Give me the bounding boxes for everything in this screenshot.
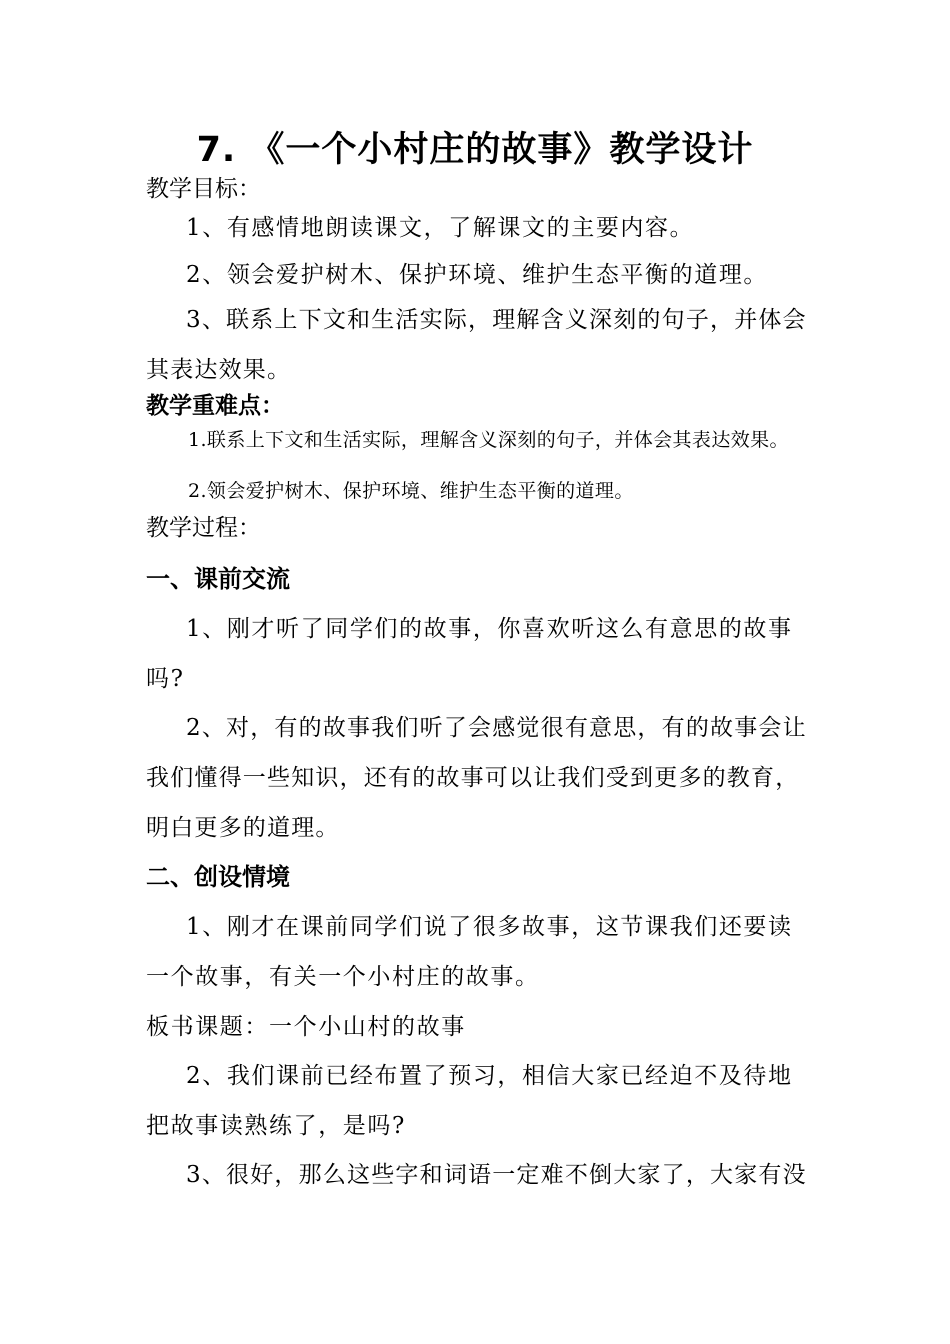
section-paragraph: 3、很好，那么这些字和词语一定难不倒大家了，大家有没 bbox=[186, 1162, 807, 1188]
key-points-heading: 教学重难点： bbox=[146, 393, 284, 419]
section-heading-scenario: 二、创设情境 bbox=[146, 863, 290, 891]
objectives-heading: 教学目标： bbox=[146, 176, 261, 202]
section-paragraph: 2、我们课前已经布置了预习，相信大家已经迫不及待地把故事读熟练了，是吗? bbox=[146, 1063, 793, 1139]
objective-item: 2、领会爱护树木、保护环境、维护生态平衡的道理。 bbox=[186, 262, 769, 288]
section-paragraph: 1、刚才在课前同学们说了很多故事，这节课我们还要读一个故事，有关一个小村庄的故事。 bbox=[146, 914, 793, 990]
objective-item: 1、有感情地朗读课文，了解课文的主要内容。 bbox=[186, 215, 695, 241]
section-paragraph: 板书课题：一个小山村的故事 bbox=[146, 1014, 466, 1040]
section-heading-pre-class: 一、课前交流 bbox=[146, 565, 290, 593]
process-heading: 教学过程： bbox=[146, 515, 261, 541]
objective-item: 3、联系上下文和生活实际，理解含义深刻的句子，并体会其表达效果。 bbox=[146, 307, 807, 383]
key-point-item: 1.联系上下文和生活实际，理解含义深刻的句子，并体会其表达效果。 bbox=[188, 429, 789, 451]
document-title: 7. 《一个小村庄的故事》教学设计 bbox=[196, 130, 754, 170]
section-paragraph: 1、刚才听了同学们的故事，你喜欢听这么有意思的故事吗? bbox=[146, 616, 793, 692]
key-point-item: 2.领会爱护树木、保护环境、维护生态平衡的道理。 bbox=[188, 480, 634, 502]
section-paragraph: 2、对，有的故事我们听了会感觉很有意思，有的故事会让我们懂得一些知识，还有的故事可以让我们受到更多的教育，明白更多的道理。 bbox=[146, 715, 807, 841]
